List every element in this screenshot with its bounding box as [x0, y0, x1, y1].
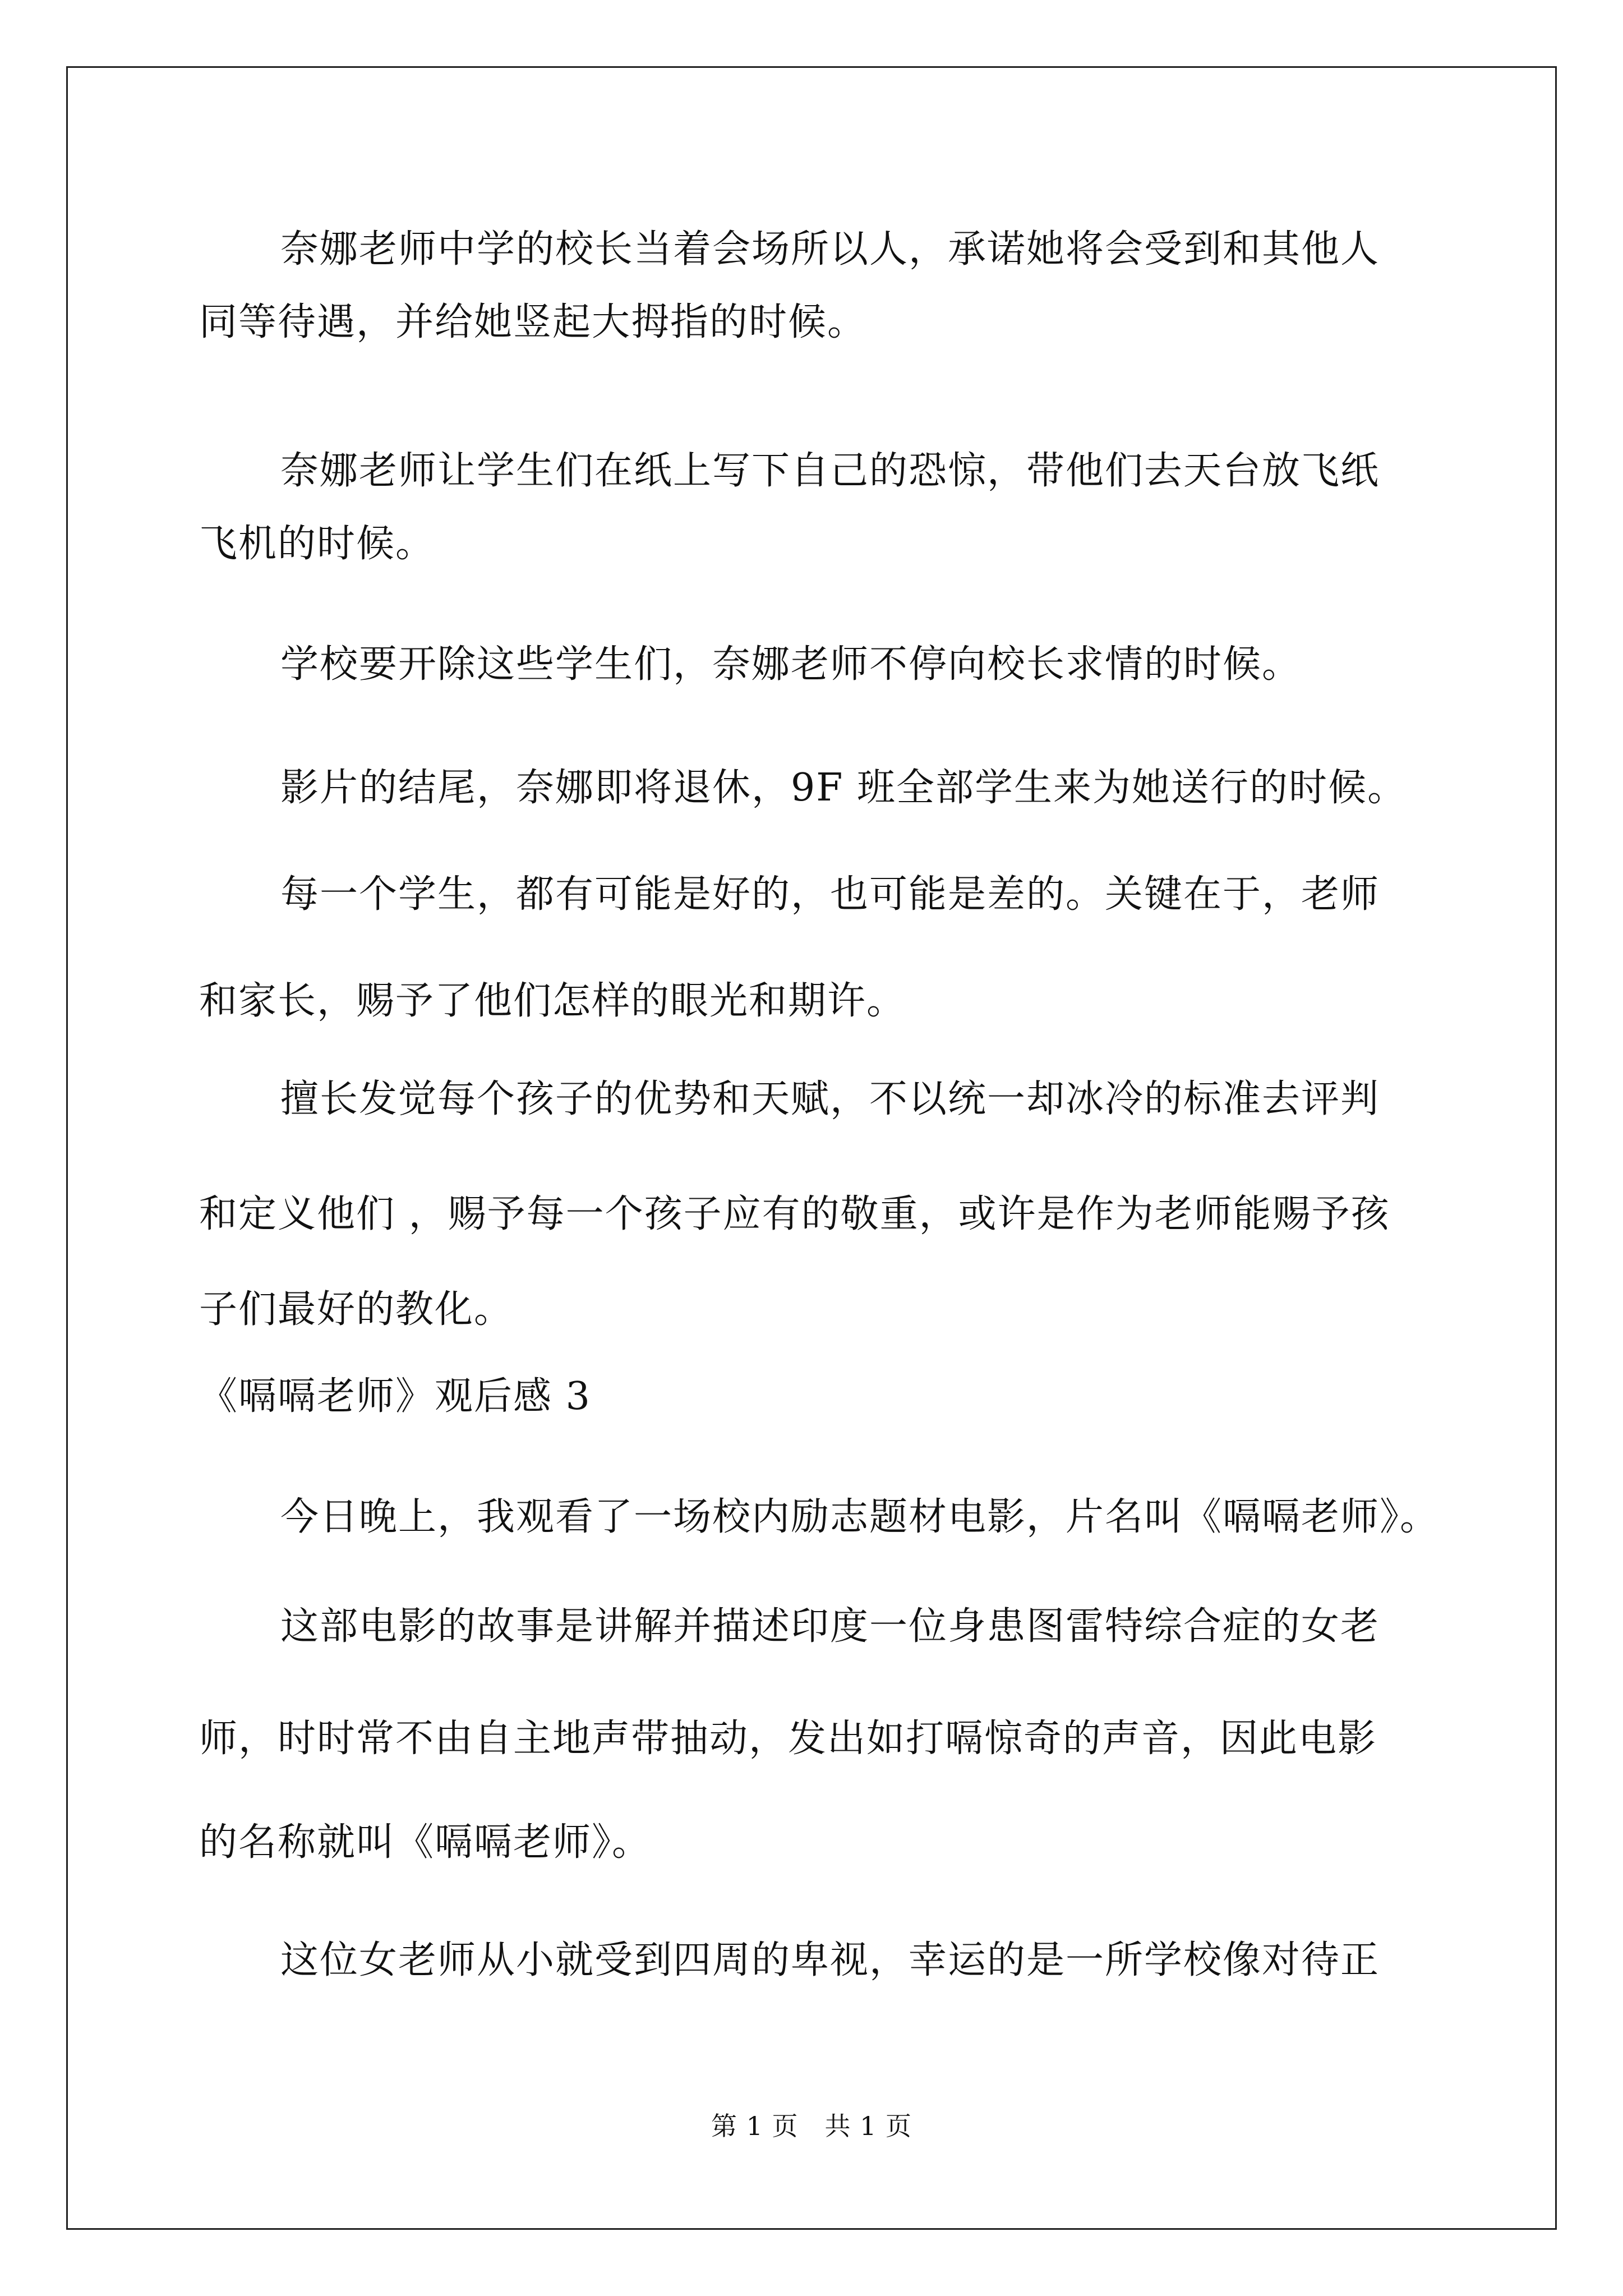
text-line: 飞机的时候。	[199, 522, 435, 566]
text-line: 学校要开除这些学生们，奈娜老师不停向校长求情的时候。	[280, 642, 1302, 687]
page-footer: 第 1 页 共 1 页	[711, 2111, 912, 2141]
text-line: 同等待遇，并给她竖起大拇指的时候。	[199, 300, 867, 344]
text-line: 今日晚上，我观看了一场校内励志题材电影，片名叫《嗝嗝老师》。	[280, 1495, 1440, 1539]
text-line: 和家长，赐予了他们怎样的眼光和期许。	[199, 979, 906, 1023]
text-line: 子们最好的教化。	[199, 1287, 514, 1332]
text-line: 这部电影的故事是讲解并描述印度一位身患图雷特综合症的女老	[280, 1604, 1380, 1649]
section-heading: 《嗝嗝老师》观后感 3	[199, 1374, 591, 1419]
text-line: 奈娜老师中学的校长当着会场所以人，承诺她将会受到和其他人	[280, 227, 1380, 272]
text-line: 师，时时常不由自主地声带抽动，发出如打嗝惊奇的声音，因此电影	[199, 1717, 1377, 1761]
text-line: 奈娜老师让学生们在纸上写下自己的恐惊，带他们去天台放飞纸	[280, 449, 1380, 493]
text-line: 这位女老师从小就受到四周的卑视，幸运的是一所学校像对待正	[280, 1938, 1380, 1982]
page-border	[66, 66, 1557, 2230]
text-line: 影片的结尾，奈娜即将退休，9F 班全部学生来为她送行的时候。	[280, 766, 1407, 810]
text-line: 擅长发觉每个孩子的优势和天赋，不以统一却冰冷的标准去评判	[280, 1077, 1380, 1121]
text-line: 的名称就叫《嗝嗝老师》。	[199, 1820, 652, 1865]
text-line: 每一个学生，都有可能是好的，也可能是差的。关键在于，老师	[280, 872, 1380, 917]
text-line: 和定义他们 ，赐予每一个孩子应有的敬重，或许是作为老师能赐予孩	[199, 1192, 1390, 1236]
